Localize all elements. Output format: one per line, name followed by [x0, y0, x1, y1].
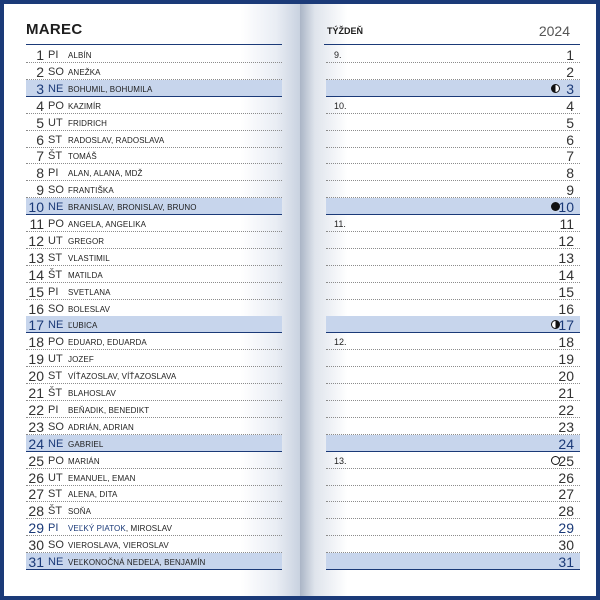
nameday-names: EDUARD, EDUARDA	[68, 338, 147, 348]
day-number: 14	[28, 266, 44, 283]
day-number-right: 4	[566, 97, 574, 114]
day-number: 26	[28, 469, 44, 486]
day-number-right: 14	[558, 266, 574, 283]
day-number-right: 20	[558, 368, 574, 385]
day-number-right: 2	[566, 63, 574, 80]
day-row	[26, 536, 282, 553]
weekday-abbr: ST	[48, 133, 63, 146]
day-row	[26, 350, 282, 367]
nameday-names: ADRIÁN, ADRIAN	[68, 422, 134, 432]
weekday-abbr: PI	[48, 522, 59, 535]
day-number: 24	[28, 435, 44, 452]
planner-spread	[4, 4, 596, 596]
weekday-abbr: SO	[48, 420, 64, 433]
day-number-right: 13	[558, 249, 574, 266]
weekday-abbr: NE	[48, 556, 64, 568]
day-number-right: 22	[558, 401, 574, 418]
day-number: 23	[28, 418, 44, 435]
day-number-right: 26	[558, 469, 574, 486]
right-page	[300, 4, 596, 596]
nameday-names: KAZIMÍR	[68, 101, 102, 111]
weekday-abbr: PI	[48, 403, 59, 416]
day-number: 18	[28, 334, 44, 351]
day-number-right: 23	[558, 418, 574, 435]
day-number-right: 3	[566, 80, 574, 97]
weekday-abbr: PO	[48, 336, 64, 349]
weekday-abbr: ŠT	[48, 505, 63, 518]
note-row[interactable]	[326, 266, 580, 283]
nameday-names: EMANUEL, EMAN	[68, 473, 136, 483]
day-number: 21	[28, 385, 44, 401]
note-row[interactable]	[326, 485, 580, 502]
note-row[interactable]	[326, 181, 580, 198]
nameday-names: VLASTIMIL	[68, 253, 110, 263]
day-row	[26, 131, 282, 148]
day-row	[26, 418, 282, 435]
day-number-right: 25	[558, 452, 574, 469]
nameday-names: RADOSLAV, RADOSLAVA	[68, 135, 165, 145]
weekday-abbr: UT	[48, 471, 63, 484]
note-row[interactable]	[326, 435, 580, 452]
note-row[interactable]	[326, 80, 580, 97]
day-row	[26, 249, 282, 266]
day-number: 9	[36, 182, 44, 199]
row-divider	[26, 569, 282, 570]
nameday-names	[68, 523, 172, 534]
header-rule	[324, 44, 580, 45]
nameday-names: VIEROSLAVA, VIEROSLAV	[68, 541, 169, 551]
nameday-names: ALAN, ALANA, MDŽ	[68, 169, 143, 179]
day-number: 25	[28, 452, 44, 469]
day-number-right: 17	[558, 317, 574, 334]
day-row	[26, 401, 282, 418]
nameday-names: FRIDRICH	[68, 118, 108, 128]
note-row[interactable]	[326, 198, 580, 215]
weekday-abbr: UT	[48, 116, 63, 129]
nameday-names: GREGOR	[68, 236, 105, 246]
day-number: 19	[28, 351, 44, 368]
day-number: 7	[36, 148, 44, 165]
day-number: 11	[29, 216, 44, 232]
day-number-right: 28	[558, 503, 574, 520]
day-number: 5	[36, 114, 44, 131]
nameday-names: MARIÁN	[68, 456, 100, 466]
day-row	[26, 485, 282, 502]
day-row	[26, 384, 282, 401]
note-row[interactable]	[326, 249, 580, 266]
weekday-abbr: UT	[48, 234, 63, 247]
weekday-abbr: ST	[48, 488, 63, 501]
day-number: 12	[28, 232, 44, 249]
weekday-abbr: ŠT	[48, 268, 63, 281]
day-number-right: 7	[566, 148, 574, 165]
names-separator: ,	[125, 524, 131, 534]
nameday-names: ANEŽKA	[68, 67, 101, 77]
day-number: 27	[28, 486, 44, 503]
day-number: 22	[28, 401, 44, 418]
note-row[interactable]	[326, 502, 580, 519]
day-number: 2	[36, 63, 44, 80]
day-number: 6	[36, 131, 44, 148]
day-row	[26, 164, 282, 181]
weekday-abbr: PI	[48, 285, 59, 298]
nameday-names: JOZEF	[68, 355, 94, 365]
year-title: 2024	[538, 23, 570, 39]
weekday-abbr: PI	[48, 167, 59, 180]
note-row[interactable]	[326, 63, 580, 80]
day-number: 28	[28, 503, 44, 520]
nameday-names: ALBÍN	[68, 51, 92, 60]
nameday-names: ALENA, DITA	[68, 490, 118, 500]
nameday-names: SOŇA	[68, 507, 92, 517]
day-row	[26, 266, 282, 283]
weekday-abbr: ST	[48, 251, 63, 264]
day-number-right: 18	[558, 334, 574, 351]
day-row	[26, 181, 282, 198]
note-row[interactable]	[326, 401, 580, 418]
weekday-abbr: SO	[48, 184, 64, 197]
note-row[interactable]	[326, 283, 580, 300]
day-row	[26, 80, 282, 97]
day-row	[26, 367, 282, 384]
day-number-right: 6	[566, 131, 574, 148]
day-row	[26, 469, 282, 486]
day-number: 17	[28, 317, 44, 334]
weekday-abbr: PO	[48, 218, 64, 230]
day-number-right: 16	[558, 300, 574, 317]
day-number-right: 10	[558, 199, 574, 216]
day-row	[26, 435, 282, 452]
day-number: 30	[28, 537, 44, 554]
day-number-right: 19	[558, 351, 574, 368]
day-number-right: 24	[558, 435, 574, 452]
note-row[interactable]	[326, 536, 580, 553]
day-row	[26, 333, 282, 350]
weekday-abbr: NE	[48, 82, 64, 95]
nameday-names: GABRIEL	[68, 439, 104, 449]
day-row	[26, 97, 282, 114]
day-number-right: 30	[558, 537, 574, 554]
day-number: 13	[28, 249, 44, 266]
day-row	[26, 215, 282, 232]
holiday-name: VEĽKÝ PIATOK	[68, 524, 126, 534]
week-number: 9.	[334, 50, 342, 60]
day-number: 3	[36, 80, 44, 97]
weekday-abbr: PI	[48, 49, 59, 61]
day-row	[26, 198, 282, 215]
note-row[interactable]	[326, 553, 580, 570]
week-number: 11.	[334, 219, 346, 229]
day-number-right: 31	[558, 554, 574, 570]
weekday-abbr: PO	[48, 99, 64, 112]
weekday-abbr: ST	[48, 370, 63, 383]
day-number: 20	[28, 368, 44, 385]
nameday-names: BEŇADIK, BENEDIKT	[68, 405, 150, 415]
note-row[interactable]	[326, 316, 580, 333]
day-row	[26, 452, 282, 469]
day-row	[26, 316, 282, 333]
weekday-abbr: SO	[48, 302, 64, 315]
day-number-right: 21	[558, 385, 574, 401]
day-number: 8	[36, 165, 44, 182]
nameday-names: VEĽKONOČNÁ NEDEĽA, BENJAMÍN	[68, 558, 206, 567]
day-row	[26, 114, 282, 131]
day-number: 29	[28, 520, 44, 537]
weekday-abbr: NE	[48, 437, 64, 450]
day-number-right: 5	[566, 114, 574, 131]
note-row[interactable]	[326, 147, 580, 164]
note-row[interactable]	[326, 46, 580, 63]
note-row[interactable]	[326, 333, 580, 350]
nameday-names: FRANTIŠKA	[68, 186, 114, 196]
day-row	[26, 232, 282, 249]
day-number-right: 29	[558, 520, 574, 537]
header-rule	[26, 44, 282, 45]
week-header: TÝŽDEŇ	[327, 26, 363, 36]
nameday-names: TOMÁŠ	[68, 152, 97, 162]
day-number-right: 12	[558, 232, 574, 249]
day-row	[26, 300, 282, 317]
left-page	[4, 4, 300, 596]
day-row	[26, 283, 282, 300]
note-row[interactable]	[326, 131, 580, 148]
moon-phase-last-quarter-icon	[551, 84, 560, 93]
note-row[interactable]	[326, 164, 580, 181]
day-number-right: 11	[559, 216, 574, 232]
nameday-names: SVETLANA	[68, 287, 111, 297]
nameday-names: ĽUBICA	[68, 321, 98, 331]
weekday-abbr: UT	[48, 353, 63, 366]
week-number: 13.	[334, 455, 347, 466]
note-row[interactable]	[326, 418, 580, 435]
day-row	[26, 63, 282, 80]
day-number-right: 1	[566, 47, 574, 63]
day-row	[26, 46, 282, 63]
day-row	[26, 519, 282, 536]
weekday-abbr: ŠT	[48, 150, 63, 163]
weekday-abbr: NE	[48, 201, 64, 214]
day-row	[26, 553, 282, 570]
note-row[interactable]	[326, 519, 580, 536]
note-row[interactable]	[326, 300, 580, 317]
month-title: MAREC	[26, 21, 83, 38]
weekday-abbr: NE	[48, 319, 64, 332]
nameday-names: BOLESLAV	[68, 304, 111, 314]
nameday-names: MATILDA	[68, 270, 103, 280]
note-row[interactable]	[326, 350, 580, 367]
row-divider	[326, 569, 580, 570]
note-row[interactable]	[326, 97, 580, 114]
nameday-text: MIROSLAV	[130, 524, 173, 534]
note-row[interactable]	[326, 452, 580, 469]
day-number-right: 15	[558, 283, 574, 300]
note-row[interactable]	[326, 232, 580, 249]
note-row[interactable]	[326, 384, 580, 401]
weekday-abbr: PO	[48, 454, 64, 467]
day-row	[26, 502, 282, 519]
nameday-names: ANGELA, ANGELIKA	[68, 220, 147, 229]
nameday-names: BOHUMIL, BOHUMILA	[68, 84, 153, 94]
weekday-abbr: SO	[48, 65, 64, 78]
day-row	[26, 147, 282, 164]
weekday-abbr: ŠT	[48, 387, 63, 399]
note-row[interactable]	[326, 469, 580, 486]
nameday-names: VÍŤAZOSLAV, VÍŤAZOSLAVA	[68, 372, 177, 382]
day-number: 10	[28, 199, 44, 216]
day-number: 1	[36, 47, 44, 63]
day-number-right: 9	[566, 182, 574, 199]
week-number: 12.	[334, 337, 347, 348]
week-number: 10.	[334, 100, 347, 111]
nameday-names: BRANISLAV, BRONISLAV, BRUNO	[68, 203, 197, 213]
weekday-abbr: SO	[48, 539, 64, 552]
day-number-right: 27	[558, 486, 574, 503]
day-number: 15	[28, 283, 44, 300]
note-row[interactable]	[326, 367, 580, 384]
day-number: 16	[28, 300, 44, 317]
nameday-names: BLAHOSLAV	[68, 389, 116, 398]
day-number: 4	[36, 97, 44, 114]
note-row[interactable]	[326, 114, 580, 131]
note-row[interactable]	[326, 215, 580, 232]
day-number-right: 8	[566, 165, 574, 182]
day-number: 31	[28, 554, 44, 570]
